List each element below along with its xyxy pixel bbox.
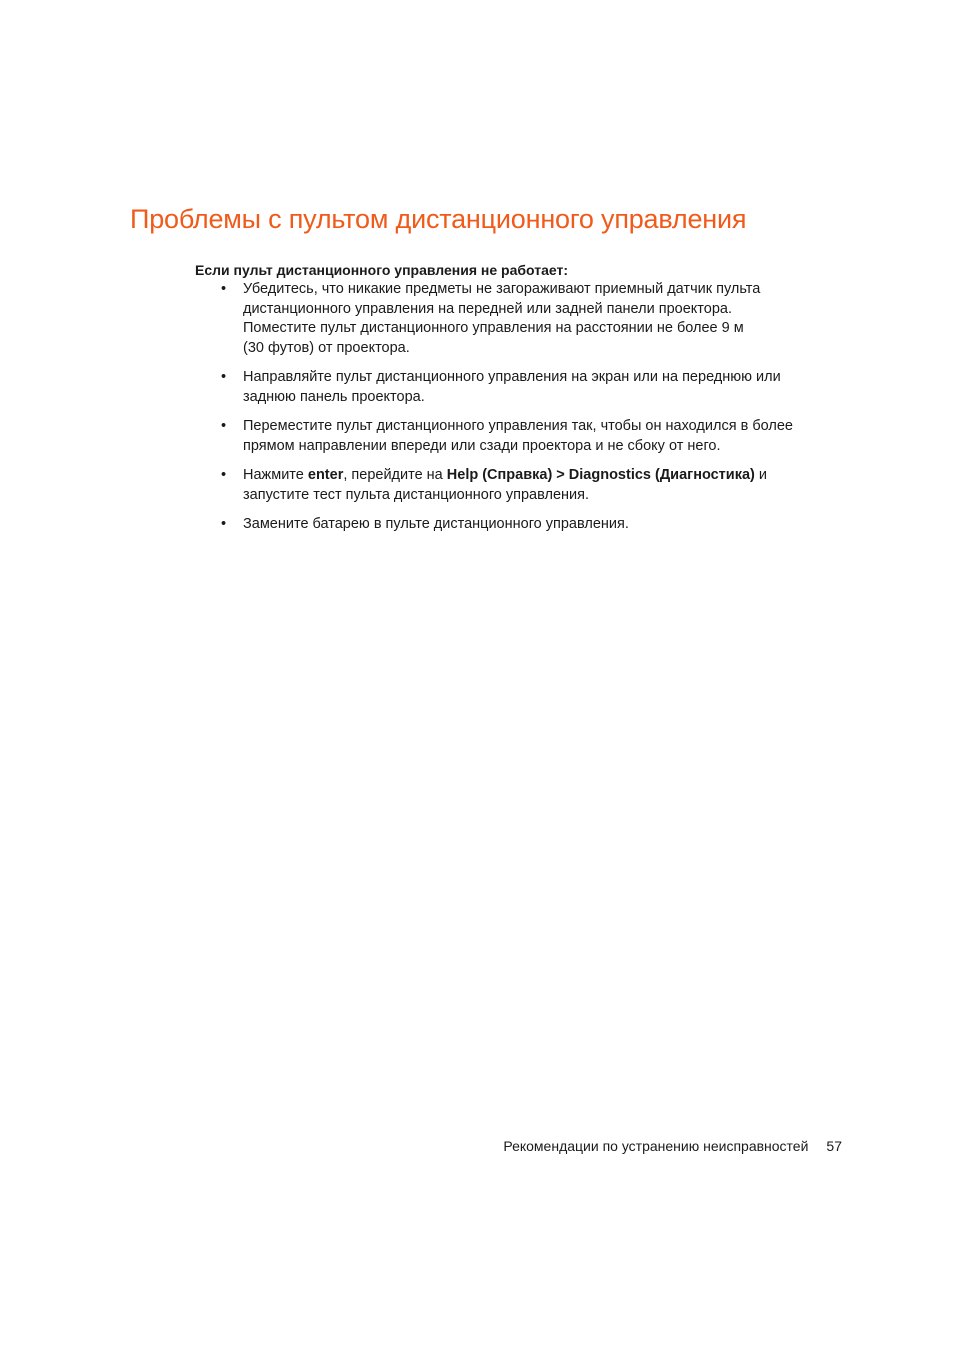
list-item bbox=[195, 515, 835, 535]
bullet-icon: • bbox=[221, 418, 227, 434]
page-title: Проблемы с пультом дистанционного управления bbox=[130, 204, 747, 234]
bullet-text-line: Направляйте пульт дистанционного управления на экран или на переднюю или bbox=[243, 369, 781, 385]
list-item bbox=[195, 368, 835, 407]
bullet-text-line: Переместите пульт дистанционного управления так, чтобы он находился в более bbox=[243, 418, 793, 434]
bullet-icon: • bbox=[221, 467, 227, 483]
text-run: Нажмите bbox=[243, 467, 308, 483]
page-number: 57 bbox=[826, 1138, 842, 1154]
bullet-text-line: запустите тест пульта дистанционного управления. bbox=[243, 486, 589, 503]
section-subheading: Если пульт дистанционного управления не работает: bbox=[195, 262, 568, 278]
text-run: , перейдите на bbox=[343, 467, 447, 483]
bullet-list bbox=[195, 280, 835, 545]
bullet-icon: • bbox=[221, 516, 227, 532]
list-item bbox=[195, 466, 835, 505]
bullet-text-line: Поместите пульт дистанционного управления на расстоянии не более 9 м bbox=[243, 320, 744, 336]
bullet-text-line: Замените батарею в пульте дистанционного управления. bbox=[243, 516, 629, 532]
bullet-icon: • bbox=[221, 281, 227, 297]
bullet-icon: • bbox=[221, 369, 227, 385]
page-footer bbox=[503, 1138, 842, 1154]
list-item bbox=[195, 280, 835, 358]
bullet-text-line: Убедитесь, что никакие предметы не загораживают приемный датчик пульта bbox=[243, 281, 761, 297]
footer-section-title: Рекомендации по устранению неисправностей bbox=[503, 1138, 809, 1154]
bullet-text-line: (30 футов) от проектора. bbox=[243, 339, 410, 356]
bullet-text-line bbox=[243, 466, 835, 486]
bullet-text-line: заднюю панель проектора. bbox=[243, 388, 425, 405]
bullet-text-line: дистанционного управления на передней или задней панели проектора. bbox=[243, 300, 732, 317]
enter-key-label: enter bbox=[307, 467, 344, 483]
list-item bbox=[195, 417, 835, 456]
bullet-text-line: прямом направлении впереди или сзади проектора и не сбоку от него. bbox=[243, 437, 721, 454]
text-run: и bbox=[754, 467, 767, 483]
menu-path-label: Help (Справка) > Diagnostics (Диагностика) bbox=[446, 467, 755, 483]
